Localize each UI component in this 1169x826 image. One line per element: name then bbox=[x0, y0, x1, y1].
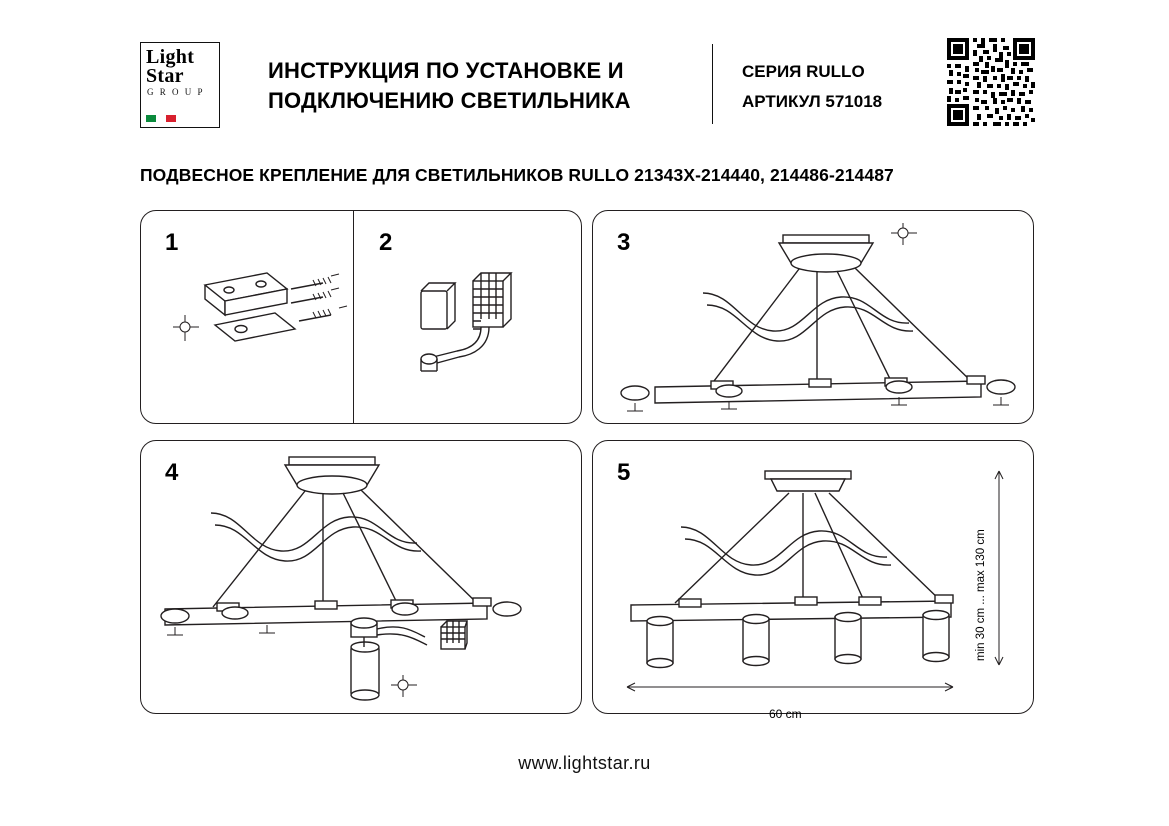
height-dimension-label: min 30 cm ... max 130 cm bbox=[975, 529, 987, 661]
canopy-assembly-illustration bbox=[603, 221, 1031, 417]
step-panel-1-2 bbox=[140, 210, 582, 424]
step-panel-4 bbox=[140, 440, 582, 714]
step-panel-5 bbox=[592, 440, 1034, 721]
footer-website[interactable]: www.lightstar.ru bbox=[518, 753, 651, 773]
series-info bbox=[742, 57, 932, 117]
step-number-5: 5 bbox=[617, 459, 631, 486]
page-title: ИНСТРУКЦИЯ ПО УСТАНОВКЕ И ПОДКЛЮЧЕНИЮ СВЕТИЛЬНИКА bbox=[268, 58, 631, 113]
panel-inner-divider bbox=[353, 211, 354, 423]
series-label: СЕРИЯ RULLO bbox=[742, 62, 865, 81]
step-panel-3 bbox=[592, 210, 1034, 424]
step-number-4: 4 bbox=[165, 459, 179, 486]
logo-subtitle: G R O U P bbox=[147, 87, 205, 97]
step-number-2: 2 bbox=[379, 229, 393, 256]
step-number-1: 1 bbox=[165, 229, 179, 256]
terminal-block-illustration bbox=[377, 259, 567, 399]
final-assembly-illustration bbox=[603, 451, 1031, 707]
logo-line1: Light bbox=[146, 46, 195, 68]
bracket-and-screws-illustration bbox=[163, 263, 353, 393]
article-label: АРТИКУЛ 571018 bbox=[742, 92, 883, 111]
width-dimension-label: 60 cm bbox=[769, 707, 802, 721]
italy-flag-icon bbox=[146, 115, 176, 122]
lightstar-logo bbox=[140, 42, 220, 128]
section-subtitle: ПОДВЕСНОЕ КРЕПЛЕНИЕ ДЛЯ СВЕТИЛЬНИКОВ RULLO 21343X-214440, 214486-214487 bbox=[140, 165, 894, 185]
qr-code-icon bbox=[945, 36, 1037, 128]
lamp-module-illustration bbox=[151, 451, 579, 707]
step-number-3: 3 bbox=[617, 229, 631, 256]
logo-line2: Star bbox=[146, 65, 184, 87]
header-divider bbox=[712, 44, 713, 124]
